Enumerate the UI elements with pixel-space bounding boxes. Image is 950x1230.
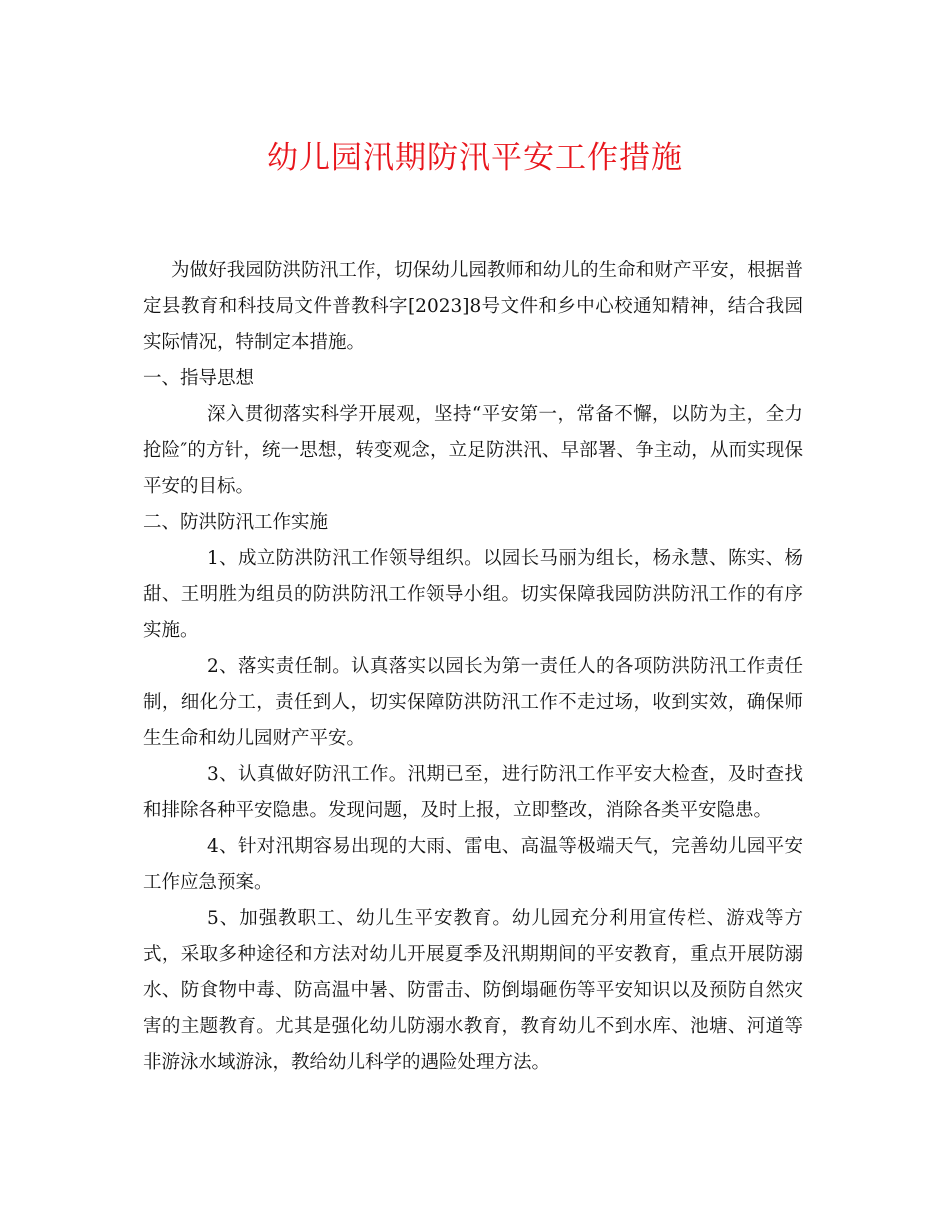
section-heading-implementation: 二、防洪防汛工作实施 <box>143 512 329 533</box>
body-paragraph: 2、落实责任制。认真落实以园长为第一责任人的各项防洪防汛工作责任制，细化分工，责任到人，切实保障防洪防汛工作不走过场，收到实效，确保师生生命和幼儿园财产平安。 <box>143 656 803 749</box>
body-paragraph: 3、认真做好防汛工作。汛期已至，进行防汛工作平安大检查，及时查找和排除各种平安隐患。发现问题，及时上报，立即整改，消除各类平安隐患。 <box>143 764 803 821</box>
document-body <box>143 253 803 1081</box>
body-paragraph: 1、成立防洪防汛工作领导组织。以园长马丽为组长，杨永慧、陈实、杨甜、王明胜为组员的防洪防汛工作领导小组。切实保障我园防洪防汛工作的有序实施。 <box>143 548 803 641</box>
body-paragraph: 深入贯彻落实科学开展观，坚持“平安第一，常备不懈，以防为主，全力抢险″的方针，统一思想，转变观念，立足防洪汛、早部署、争主动，从而实现保平安的目标。 <box>143 404 803 497</box>
intro-paragraph: 为做好我园防洪防汛工作，切保幼儿园教师和幼儿的生命和财产平安，根据普定县教育和科技局文件普教科字[2023]8号文件和乡中心校通知精神，结合我园实际情况，特制定本措施。 <box>143 260 803 353</box>
body-paragraph: 4、针对汛期容易出现的大雨、雷电、高温等极端天气，完善幼儿园平安工作应急预案。 <box>143 836 803 893</box>
document-title: 幼儿园汛期防汛平安工作措施 <box>267 140 683 176</box>
body-paragraph: 5、加强教职工、幼儿生平安教育。幼儿园充分利用宣传栏、游戏等方式，采取多种途径和方法对幼儿开展夏季及汛期期间的平安教育，重点开展防溺水、防食物中毒、防高温中暑、防雷击、防倒塌砸伤等平安知识以及预防自然灾害的主题教育。尤其是强化幼儿防溺水教育，教育幼儿不到水库、池塘、河道等非游泳水域游泳，教给幼儿科学的遇险处理方法。 <box>143 908 803 1073</box>
section-heading-guiding-thought: 一、指导思想 <box>143 368 255 389</box>
